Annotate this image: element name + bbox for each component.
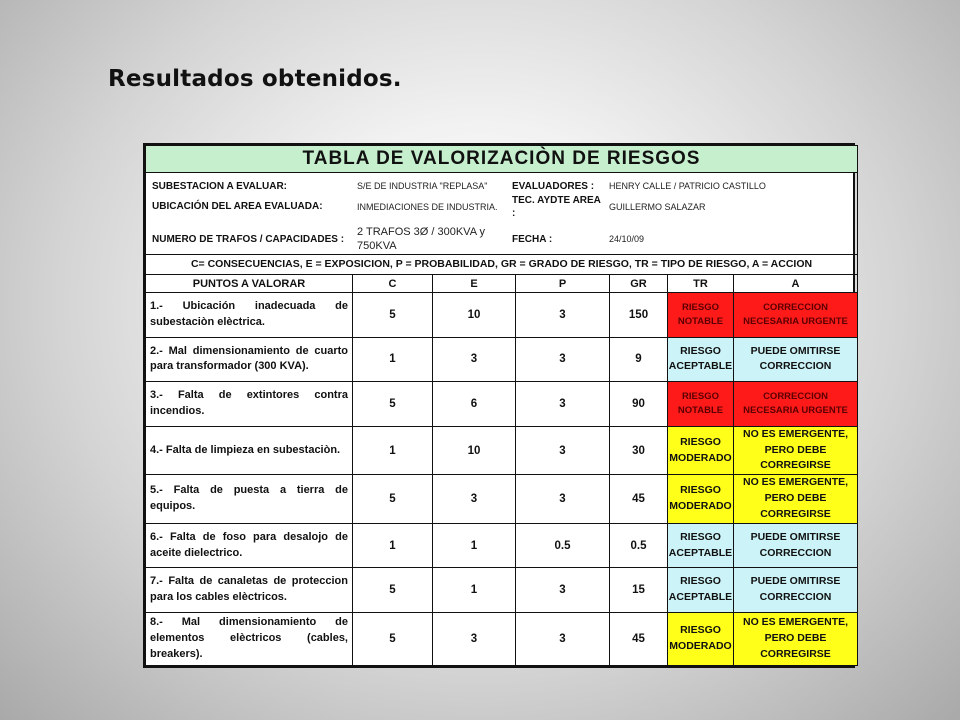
risk-item-description: 8.- Mal dimensionamiento de elementos elèctricos (cables, breakers). — [146, 612, 353, 665]
risk-type-badge: RIESGO NOTABLE — [668, 382, 734, 427]
risk-type-badge: RIESGO ACEPTABLE — [668, 337, 734, 382]
risk-type-badge: RIESGO NOTABLE — [668, 293, 734, 338]
header-tr: TR — [668, 275, 734, 293]
risk-type-badge: RIESGO MODERADO — [668, 612, 734, 665]
action-badge: CORRECCION NECESARIA URGENTE — [734, 293, 858, 338]
consequence-value: 1 — [353, 337, 433, 382]
trafos-value: 2 TRAFOS 3Ø / 300KVA y 750KVA — [357, 226, 485, 252]
action-badge: CORRECCION NECESARIA URGENTE — [734, 382, 858, 427]
header-a: A — [734, 275, 858, 293]
risk-item-description: 3.- Falta de extintores contra incendios. — [146, 382, 353, 427]
header-p: P — [516, 275, 610, 293]
fecha-label: FECHA : — [512, 233, 553, 245]
probability-value: 3 — [516, 382, 610, 427]
exposure-value: 10 — [433, 426, 516, 474]
risk-type-badge: RIESGO MODERADO — [668, 426, 734, 474]
consequence-value: 1 — [353, 523, 433, 568]
risk-item-description: 7.- Falta de canaletas de proteccion para los cables elèctricos. — [146, 568, 353, 613]
action-badge: PUEDE OMITIRSE CORRECCION — [734, 568, 858, 613]
risk-grade-value: 30 — [610, 426, 668, 474]
exposure-value: 3 — [433, 475, 516, 523]
table-title: TABLA DE VALORIZACIÒN DE RIESGOS — [146, 146, 858, 173]
table-row — [146, 475, 858, 523]
probability-value: 3 — [516, 475, 610, 523]
consequence-value: 5 — [353, 612, 433, 665]
risk-grade-value: 15 — [610, 568, 668, 613]
exposure-value: 10 — [433, 293, 516, 338]
action-badge: NO ES EMERGENTE, PERO DEBE CORREGIRSE — [734, 612, 858, 665]
risk-type-badge: RIESGO ACEPTABLE — [668, 523, 734, 568]
exposure-value: 3 — [433, 337, 516, 382]
probability-value: 3 — [516, 337, 610, 382]
risk-type-badge: RIESGO MODERADO — [668, 475, 734, 523]
exposure-value: 3 — [433, 612, 516, 665]
abbreviation-legend: C= CONSECUENCIAS, E = EXPOSICION, P = PROBABILIDAD, GR = GRADO DE RIESGO, TR = TIPO DE RIESGO, A = ACCION — [146, 254, 858, 274]
trafos-label: NUMERO DE TRAFOS / CAPACIDADES : — [152, 233, 345, 245]
exposure-value: 1 — [433, 568, 516, 613]
table-row — [146, 612, 858, 665]
subestacion-value: S/E DE INDUSTRIA "REPLASA" — [357, 181, 488, 192]
consequence-value: 5 — [353, 475, 433, 523]
ubicacion-label: UBICACIÓN DEL AREA EVALUADA: — [152, 201, 323, 213]
header-row — [146, 275, 858, 293]
risk-table-image — [143, 143, 855, 668]
probability-value: 3 — [516, 568, 610, 613]
fecha-value: 24/10/09 — [609, 234, 645, 245]
tec-label: TEC. AYDTE AREA : — [512, 195, 601, 219]
ubicacion-value: INMEDIACIONES DE INDUSTRIA. — [357, 201, 498, 212]
evaluadores-value: HENRY CALLE / PATRICIO CASTILLO — [609, 181, 766, 192]
action-badge: PUEDE OMITIRSE CORRECCION — [734, 523, 858, 568]
consequence-value: 5 — [353, 382, 433, 427]
probability-value: 0.5 — [516, 523, 610, 568]
consequence-value: 1 — [353, 426, 433, 474]
action-badge: NO ES EMERGENTE, PERO DEBE CORREGIRSE — [734, 475, 858, 523]
risk-grade-value: 150 — [610, 293, 668, 338]
risk-item-description: 4.- Falta de limpieza en subestaciòn. — [146, 426, 353, 474]
probability-value: 3 — [516, 293, 610, 338]
table-row — [146, 382, 858, 427]
action-badge: NO ES EMERGENTE, PERO DEBE CORREGIRSE — [734, 426, 858, 474]
header-e: E — [433, 275, 516, 293]
risk-grade-value: 0.5 — [610, 523, 668, 568]
risk-valuation-table — [145, 145, 858, 666]
risk-item-description: 2.- Mal dimensionamiento de cuarto para transformador (300 KVA). — [146, 337, 353, 382]
risk-grade-value: 90 — [610, 382, 668, 427]
risk-type-badge: RIESGO ACEPTABLE — [668, 568, 734, 613]
risk-grade-value: 45 — [610, 475, 668, 523]
table-row — [146, 523, 858, 568]
subestacion-label: SUBESTACION A EVALUAR: — [152, 180, 287, 192]
tec-value: GUILLERMO SALAZAR — [609, 201, 706, 212]
probability-value: 3 — [516, 612, 610, 665]
slide-title: Resultados obtenidos. — [108, 66, 402, 92]
action-badge: PUEDE OMITIRSE CORRECCION — [734, 337, 858, 382]
risk-grade-value: 9 — [610, 337, 668, 382]
header-c: C — [353, 275, 433, 293]
table-row — [146, 568, 858, 613]
consequence-value: 5 — [353, 293, 433, 338]
table-row — [146, 426, 858, 474]
risk-item-description: 1.- Ubicación inadecuada de subestaciòn elèctrica. — [146, 293, 353, 338]
header-gr: GR — [610, 275, 668, 293]
table-row — [146, 337, 858, 382]
probability-value: 3 — [516, 426, 610, 474]
evaluation-info — [146, 173, 858, 255]
risk-item-description: 5.- Falta de puesta a tierra de equipos. — [146, 475, 353, 523]
risk-grade-value: 45 — [610, 612, 668, 665]
exposure-value: 6 — [433, 382, 516, 427]
exposure-value: 1 — [433, 523, 516, 568]
consequence-value: 5 — [353, 568, 433, 613]
risk-item-description: 6.- Falta de foso para desalojo de aceite dielectrico. — [146, 523, 353, 568]
header-puntos: PUNTOS A VALORAR — [146, 275, 353, 293]
evaluadores-label: EVALUADORES : — [512, 180, 595, 192]
table-row — [146, 293, 858, 338]
